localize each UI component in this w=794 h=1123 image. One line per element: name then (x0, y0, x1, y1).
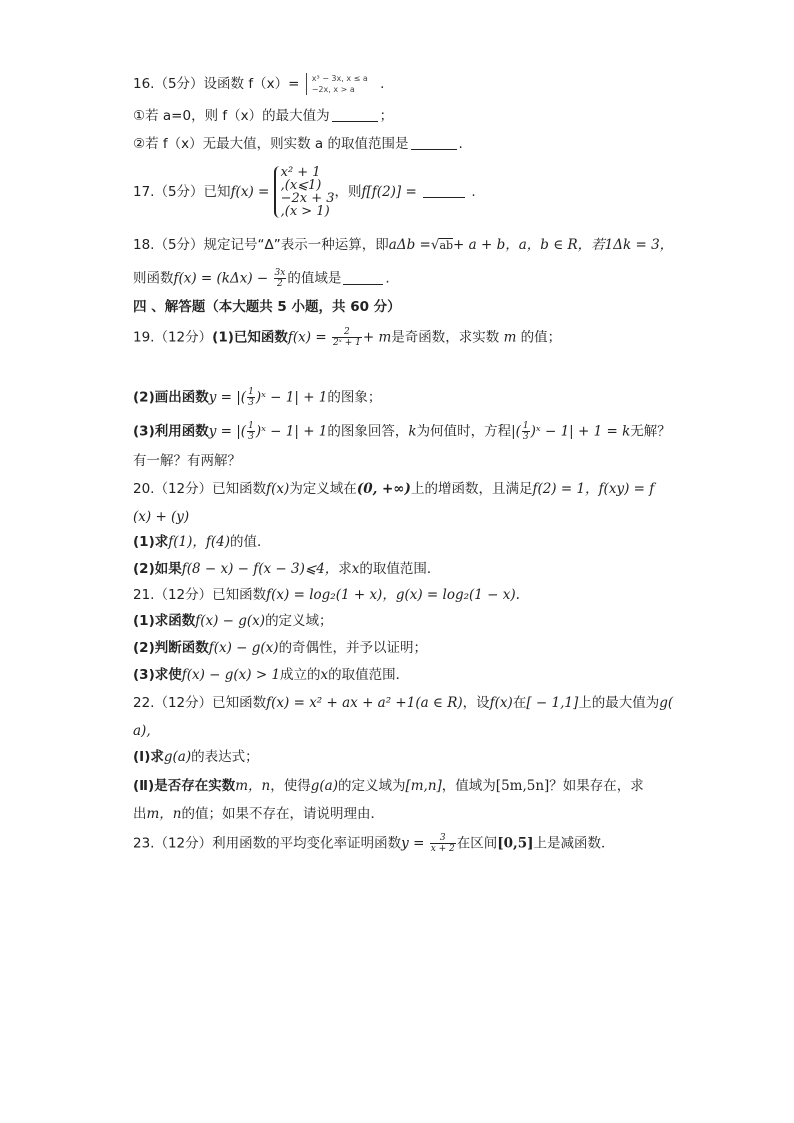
q19-l2-d: 的图象； (327, 389, 382, 406)
q20-line-1 (133, 479, 734, 499)
q18-text-a: 18.（5分）规定记号“Δ”表示一种运算，即 (133, 237, 389, 253)
q18-fx: f(x) = (kΔx) − (173, 270, 269, 287)
q22-ga: g(a) (163, 749, 192, 765)
q20-domain: (0, +∞) (356, 481, 411, 497)
q22-l5-c: 的值；如果不存在，请说明理由． (181, 806, 384, 822)
q22-line-1 (133, 693, 734, 713)
q20-l4-d: 的取值范围． (359, 561, 441, 577)
q21-defs: f(x) = log₂(1 + x)，g(x) = log₂(1 − x). (266, 587, 520, 603)
q19-l3-h: 无解？ (630, 423, 671, 440)
q22-mn: m，n (235, 778, 271, 794)
q17-line (133, 162, 734, 222)
q20-part1: (1)求 (133, 534, 169, 550)
q18-frac-den: 2 (277, 279, 283, 289)
q19-line-3 (133, 421, 734, 442)
q22-l1-e: 在 (512, 695, 527, 711)
q21-l2-b: f(x) − g(x) (195, 613, 266, 629)
q21-l3-b: f(x) − g(x) (208, 640, 279, 656)
q16-part1: ①若 a=0，则 f（x）的最大值为 (133, 108, 330, 124)
q21-line-3 (133, 638, 734, 658)
q19-l3-y: y = |( (208, 423, 247, 440)
q23-frac-den: x + 2 (430, 844, 455, 854)
q16-end: . (380, 76, 385, 92)
q20-fx: f(x) (266, 481, 290, 497)
q19-line-2 (133, 387, 734, 408)
q18-line-1: 18.（5分）规定记号“Δ”表示一种运算，即aΔb =√ab+ a + b，a，b ∈ R，若1Δk = 3， (133, 237, 674, 253)
q16-part2-blank (411, 135, 457, 150)
q16-line-2 (133, 106, 734, 126)
q22-l4-e: 的定义域为 (337, 778, 406, 794)
q22-l1-h: g( (659, 695, 674, 711)
q22-l4-i: ？如果存在，求 (549, 778, 644, 794)
q19-l3-f: |( (511, 423, 521, 440)
q20-l3-c: 的值． (229, 534, 271, 550)
q18-l2-c: 的值域是 (287, 270, 342, 287)
q19-label: 19.（12分） (133, 329, 213, 346)
q20-f2: f(2) = 1， (532, 481, 599, 497)
q20-line-2: (x) + (y) (133, 509, 190, 525)
q19-m: m (503, 329, 517, 346)
q19-l3-g: )ˣ − 1| + 1 = k (530, 423, 631, 440)
q17-ff: f[f(2)] = (361, 184, 417, 200)
q21-x: x (320, 667, 329, 683)
q21-part3: (3)求使 (133, 667, 182, 683)
q22-l4-g: ，值域为 (441, 778, 496, 794)
q20-part2: (2)如果 (133, 561, 182, 577)
q21-l4-c: 成立的 (280, 667, 321, 683)
q17-blank (423, 183, 465, 198)
q19-part1: (1)已知函数 (212, 329, 288, 346)
q16-case-1: x³ − 3x, x ≤ a (311, 74, 368, 83)
q22-part2: (Ⅱ)是否存在实数 (133, 778, 236, 794)
q22-line-5 (133, 804, 734, 824)
q19-frac-den: 2ˣ + 1 (332, 338, 361, 348)
q23-y: y = (401, 835, 425, 852)
q19-text-f: 的值； (520, 329, 562, 346)
q18-l2-a: 则函数 (133, 270, 174, 287)
q20-line-4 (133, 559, 734, 579)
q17-label: 17.（5分）已知 (133, 184, 231, 200)
q17-case-1: x² + 1 (280, 165, 321, 180)
q22-domain: [m,n] (405, 778, 442, 794)
q20-l4-c: 求 (338, 561, 352, 577)
q18-text-c: + a + b，a，b ∈ R，若 (453, 237, 605, 253)
q19-l3-d: 的图象回答， (327, 423, 409, 440)
q19-line-4: 有一解？有两解？ (133, 453, 241, 469)
q17-case-3: −2x + 3 (280, 191, 335, 206)
q22-l4-c: ，使得 (270, 778, 311, 794)
q19-line-1 (133, 327, 734, 348)
q21-line-4 (133, 665, 734, 685)
section-4-heading: 四 、解答题（本大题共 5 小题，共 60 分） (133, 299, 401, 315)
q19-fx: f(x) = (287, 329, 327, 346)
q17-tail: ，则 (334, 184, 362, 200)
q23-interval: [0,5] (497, 835, 534, 852)
q19-part2: (2)画出函数 (133, 389, 209, 406)
q16-part2: ②若 f（x）无最大值，则实数 a 的取值范围是 (133, 136, 409, 152)
q18-line-2 (133, 268, 734, 289)
q23-line-1 (133, 833, 734, 854)
q16-part2-end: . (458, 136, 463, 152)
q20-l3-b: f(1)，f(4) (168, 534, 230, 550)
q16-line-1 (133, 73, 734, 95)
q23-fraction (430, 833, 456, 854)
q20-line-3 (133, 532, 734, 552)
q17-case-4: ,(x > 1) (280, 204, 330, 219)
q23-frac-num: 3 (430, 833, 456, 844)
q22-line-2: a), (133, 723, 151, 739)
q22-l1-d: f(x) (489, 695, 513, 711)
q19-l3-frac-num: 1 (248, 421, 254, 431)
q16-case-2: −2x, x > a (311, 85, 355, 94)
q19-l3-fraction (247, 421, 255, 442)
q19-frac-num: 2 (332, 327, 362, 338)
q19-l2-fraction (247, 387, 255, 408)
q22-label: 22.（12分）已知函数 (133, 695, 267, 711)
q20-text-c: 为定义域在 (289, 481, 357, 497)
q18-text-d: 1Δk = 3， (604, 237, 674, 253)
q19-part3: (3)利用函数 (133, 423, 209, 440)
q23-label: 23.（12分）利用函数的平均变化率证明函数 (133, 835, 402, 852)
q16-piecewise (306, 73, 368, 95)
q18-op-def: aΔb = (388, 237, 431, 253)
q22-l1-c: ，设 (462, 695, 490, 711)
q21-l2-c: 的定义域； (265, 613, 333, 629)
q20-fxy: f(xy) = f (598, 481, 655, 497)
q22-l4-ga: g(a) (310, 778, 338, 794)
q20-text-e: 上的增函数，且满足 (410, 481, 533, 497)
q23-l1-e: 上是减函数． (533, 835, 615, 852)
q19-l3-frac2-den: 3 (522, 432, 529, 442)
q21-l3-c: 的奇偶性，并予以证明； (278, 640, 428, 656)
q22-range: [5m,5n] (495, 778, 550, 794)
q16-line-3 (133, 134, 734, 154)
q19-l2-frac-den: 3 (248, 398, 254, 408)
q21-l4-b: f(x) − g(x) > 1 (181, 667, 281, 683)
q16-part1-blank (332, 107, 378, 122)
q22-l3-c: 的表达式； (191, 749, 259, 765)
q19-k: k (408, 423, 417, 440)
q19-plus-m: + m (362, 329, 392, 346)
q17-piecewise (274, 166, 335, 218)
q19-l2-frac-num: 1 (248, 387, 254, 397)
q18-blank (343, 270, 383, 285)
q22-line-3 (133, 747, 734, 767)
q19-l2-y: y = |( (208, 389, 247, 406)
q19-l3-expr: )ˣ − 1| + 1 (255, 423, 328, 440)
q17-case-2: ,(x⩽1) (280, 178, 322, 193)
q20-l4-b: f(8 − x) − f(x − 3)⩽4， (181, 561, 339, 577)
q21-l4-d: 的取值范围． (328, 667, 410, 683)
q19-l3-frac2-num: 1 (522, 421, 529, 431)
q22-l1-g: 上的最大值为 (578, 695, 660, 711)
q18-sqrt: ab (439, 239, 454, 252)
q22-l5-a: 出 (133, 806, 147, 822)
q22-l5-mn: m，n (146, 806, 182, 822)
q16-part1-end: ； (379, 108, 394, 124)
q17-fx: f(x) = (230, 184, 270, 200)
q21-line-1 (133, 585, 734, 605)
q22-line-4 (133, 776, 734, 796)
q20-x: x (351, 561, 360, 577)
q21-label: 21.（12分）已知函数 (133, 587, 267, 603)
q16-label: 16.（5分）设函数 f（x）= (133, 76, 300, 92)
q19-l3-frac-den: 3 (248, 432, 254, 442)
q18-l2-end: . (385, 270, 390, 287)
q19-l3-e: 为何值时，方程 (416, 423, 512, 440)
q21-line-2 (133, 611, 734, 631)
q22-part1: (Ⅰ)求 (133, 749, 164, 765)
q19-fraction (332, 327, 362, 348)
q19-l3-fraction-2 (522, 421, 530, 442)
q19-text-e: 是奇函数，求实数 (391, 329, 500, 346)
q22-fx: f(x) = x² + ax + a² +1(a ∈ R) (266, 695, 463, 711)
q23-l1-c: 在区间 (456, 835, 498, 852)
q21-part1: (1)求函数 (133, 613, 196, 629)
q18-fraction (274, 268, 287, 289)
q21-part2: (2)判断函数 (133, 640, 209, 656)
q17-end: . (471, 184, 476, 200)
q18-frac-num: 3x (274, 268, 286, 278)
q22-interval: [ − 1,1] (526, 695, 579, 711)
q20-label: 20.（12分）已知函数 (133, 481, 267, 497)
q19-l2-expr: )ˣ − 1| + 1 (255, 389, 328, 406)
